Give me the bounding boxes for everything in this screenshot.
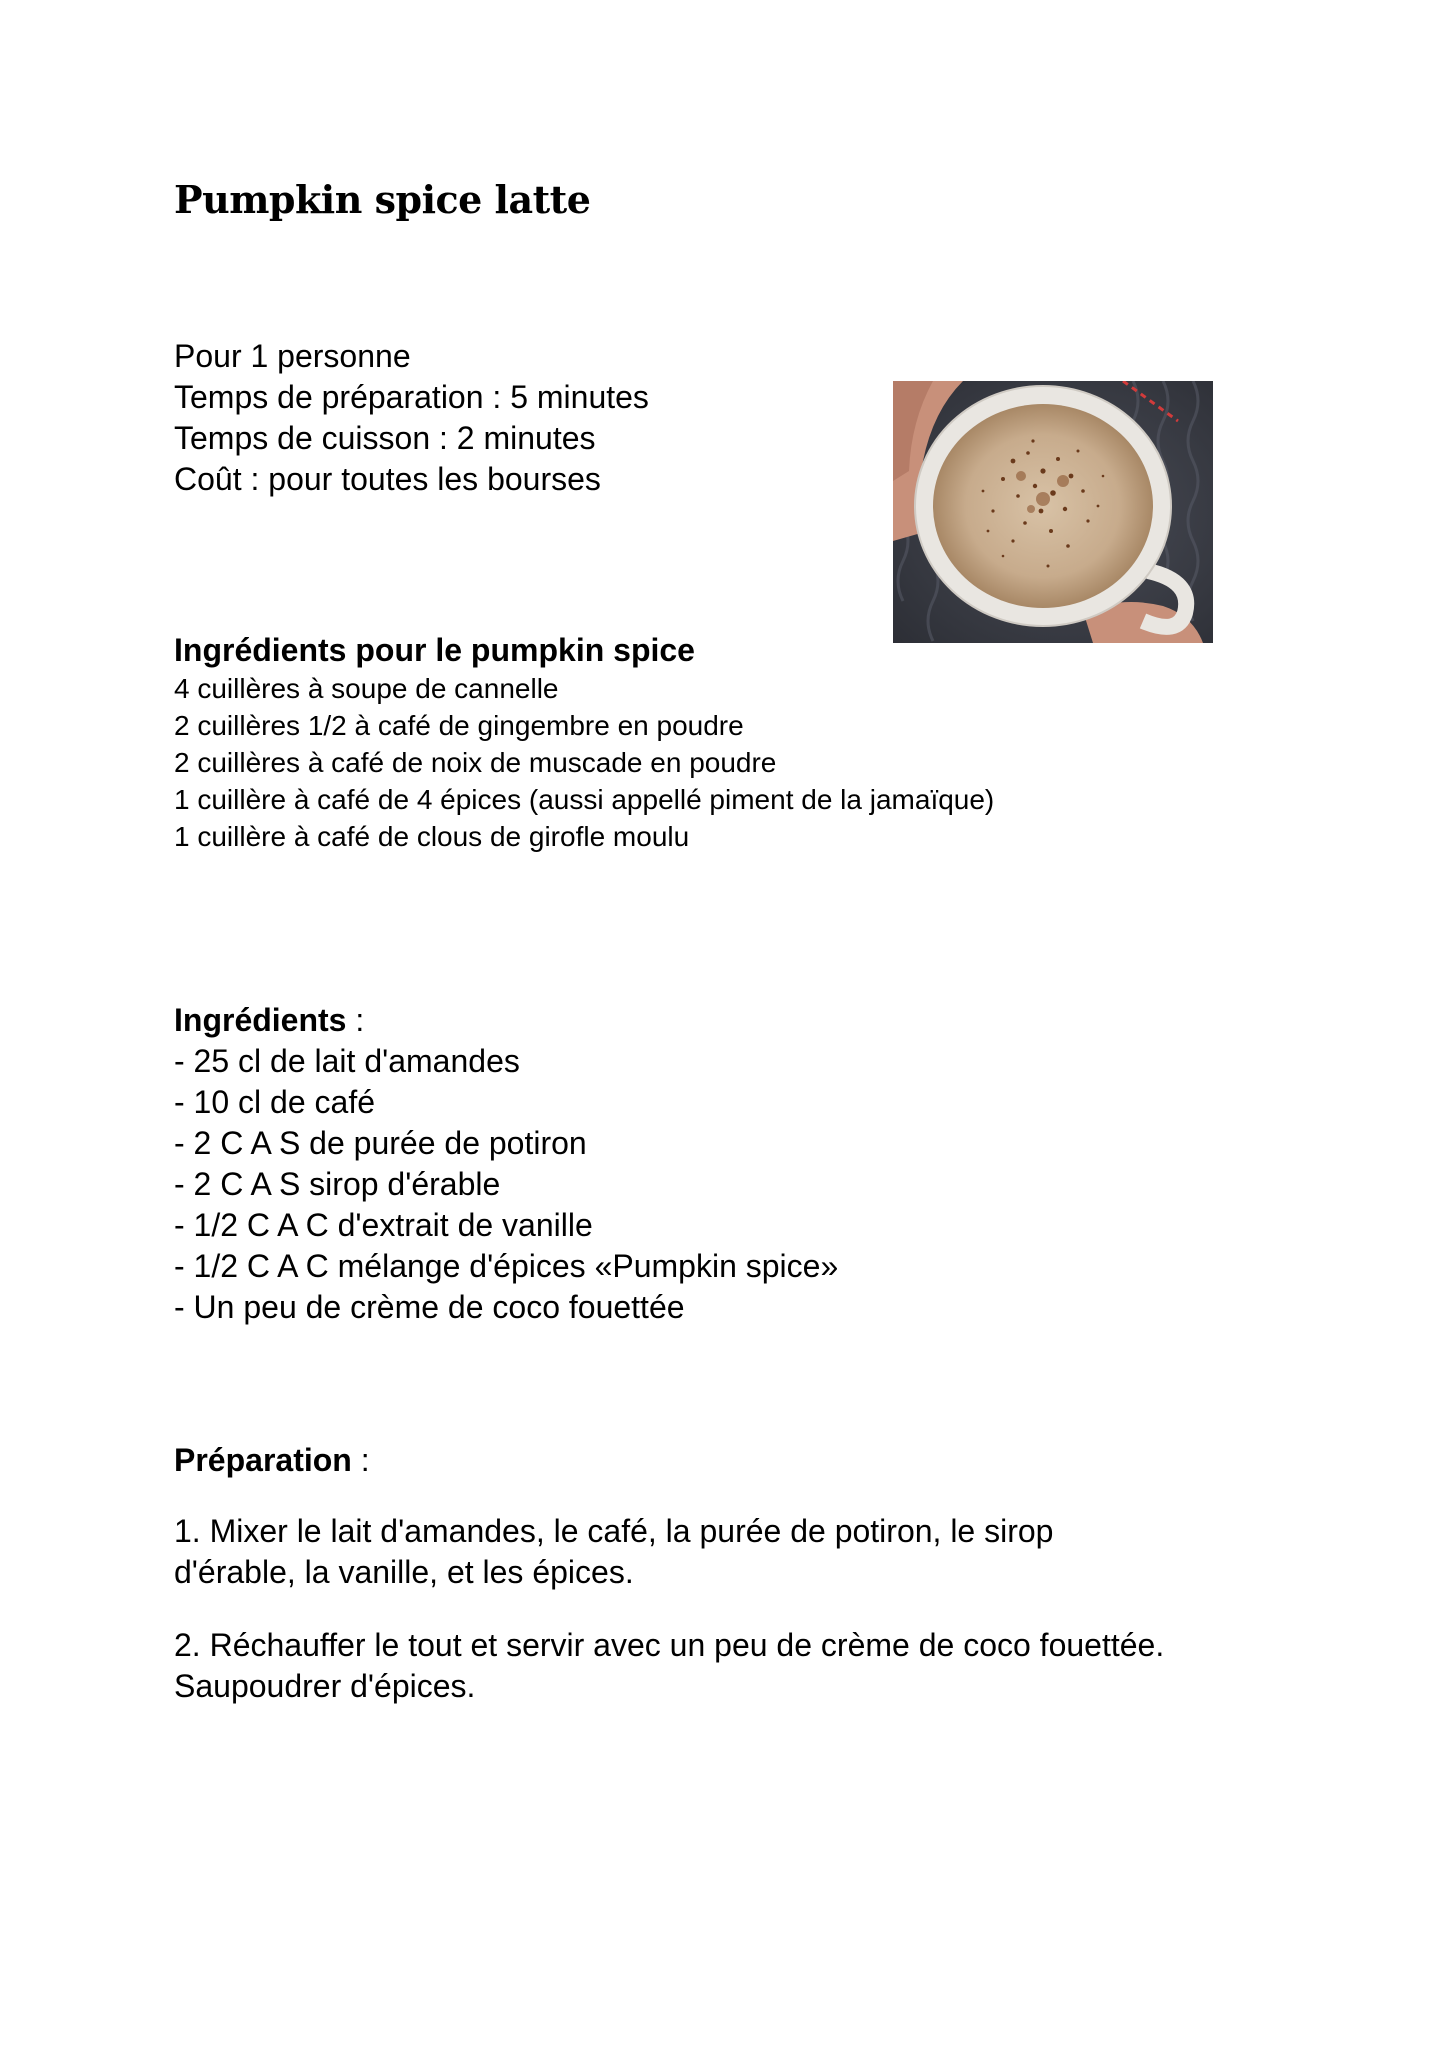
pumpkin-spice-heading: Ingrédients pour le pumpkin spice xyxy=(174,632,695,668)
step-line: 2. Réchauffer le tout et servir avec un peu de crème de coco fouettée. xyxy=(174,1627,1165,1663)
ingredients-heading xyxy=(174,1000,838,1041)
list-item: - Un peu de crème de coco fouettée xyxy=(174,1289,685,1325)
ingredients-list xyxy=(174,1041,838,1328)
recipe-info xyxy=(174,336,649,500)
servings: Pour 1 personne xyxy=(174,338,411,374)
list-item: - 2 C A S sirop d'érable xyxy=(174,1166,501,1202)
latte-cup-photo xyxy=(893,381,1213,643)
preparation-section xyxy=(174,1440,1314,1739)
preparation-heading xyxy=(174,1440,1314,1481)
list-item: - 10 cl de café xyxy=(174,1084,375,1120)
ingredients-heading-colon: : xyxy=(346,1002,365,1038)
list-item: 2 cuillères à café de noix de muscade en poudre xyxy=(174,747,777,778)
preparation-steps xyxy=(174,1511,1314,1707)
cook-time: Temps de cuisson : 2 minutes xyxy=(174,420,596,456)
step-item xyxy=(174,1511,1314,1593)
list-item: 2 cuillères 1/2 à café de gingembre en poudre xyxy=(174,710,744,741)
cost: Coût : pour toutes les bourses xyxy=(174,461,601,497)
ingredients-heading-label: Ingrédients xyxy=(174,1002,347,1038)
step-line: d'érable, la vanille, et les épices. xyxy=(174,1554,634,1590)
list-item: - 1/2 C A C mélange d'épices «Pumpkin spice» xyxy=(174,1248,839,1284)
step-line: Saupoudrer d'épices. xyxy=(174,1668,476,1704)
list-item: 4 cuillères à soupe de cannelle xyxy=(174,673,559,704)
page-title: Pumpkin spice latte xyxy=(174,177,591,222)
list-item: 1 cuillère à café de 4 épices (aussi appellé piment de la jamaïque) xyxy=(174,784,995,815)
list-item: - 2 C A S de purée de potiron xyxy=(174,1125,587,1161)
preparation-heading-label: Préparation xyxy=(174,1442,352,1478)
pumpkin-spice-list xyxy=(174,670,994,855)
list-item: 1 cuillère à café de clous de girofle moulu xyxy=(174,821,690,852)
preparation-heading-colon: : xyxy=(351,1442,370,1478)
ingredients-section xyxy=(174,1000,838,1328)
list-item: - 25 cl de lait d'amandes xyxy=(174,1043,520,1079)
pumpkin-spice-section xyxy=(174,630,994,855)
list-item: - 1/2 C A C d'extrait de vanille xyxy=(174,1207,593,1243)
step-item xyxy=(174,1625,1314,1707)
prep-time: Temps de préparation : 5 minutes xyxy=(174,379,649,415)
latte-cup-icon xyxy=(893,381,1213,643)
step-line: 1. Mixer le lait d'amandes, le café, la purée de potiron, le sirop xyxy=(174,1513,1054,1549)
